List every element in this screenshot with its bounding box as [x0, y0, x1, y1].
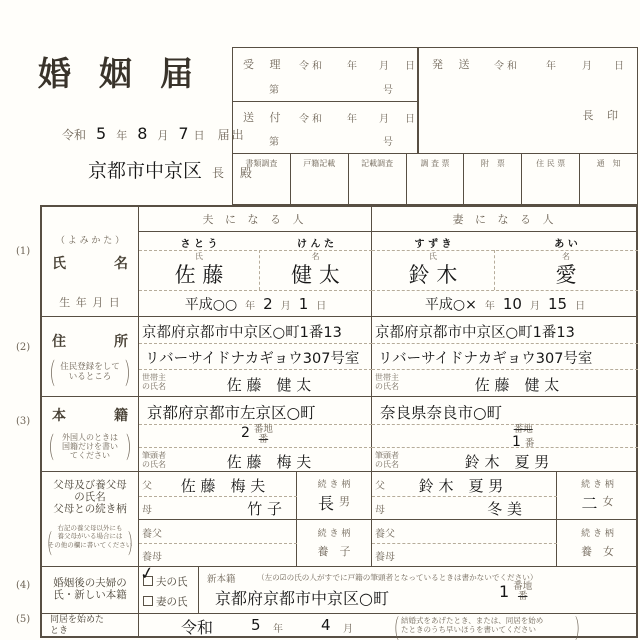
domicile-row-label-cell: [42, 397, 139, 472]
unit-year: 年: [484, 301, 495, 312]
paren: ）: [125, 357, 136, 392]
new-domicile-banchi-number: 1: [499, 582, 510, 601]
wife-birth-era: 平成○×: [424, 297, 477, 313]
husband-householder-name: 佐 藤 健 太: [226, 376, 312, 394]
adoptive-father-label: 養父: [142, 529, 162, 540]
banchi-struck-unit: 番: [517, 591, 528, 603]
relation-handwritten: 長: [317, 494, 334, 513]
husband-address-cell: [139, 317, 372, 397]
parents-label-line1: 父母及び養父母: [53, 479, 127, 491]
stamp-label: 住 民 票: [536, 159, 566, 168]
stamp-label: 通 知: [596, 159, 621, 168]
unit-month: 月: [343, 624, 353, 635]
stamp-label: 書類調査: [245, 159, 278, 168]
cohabitation-label-line2: とき: [50, 625, 69, 636]
cohabitation-date-cell: [139, 614, 638, 640]
dispatch-year-unit: 年: [546, 61, 556, 72]
wife-adoptive-relation-cell: [557, 520, 638, 567]
relation-label: 続 き 柄: [317, 480, 351, 490]
dispatch-label: 発 送: [432, 58, 476, 71]
row-number-3: (3): [16, 416, 31, 427]
filing-day-unit: 日: [193, 129, 205, 142]
relation-label: 続 き 柄: [581, 529, 614, 539]
forwarding-box: [232, 101, 419, 154]
filing-day-value: 7: [178, 124, 189, 143]
address-note: [50, 363, 130, 383]
householder-label-line1: 世帯主: [375, 373, 399, 382]
divider: [372, 290, 638, 291]
domicile-note-line1: 外国人のときは: [62, 433, 118, 442]
husband-domicile-address: 京都府京都市左京区○町: [147, 404, 316, 422]
husband-adoptive-relation-cell: [297, 520, 372, 567]
divider: [139, 496, 297, 497]
husband-surname-checkmark: ✓: [138, 562, 156, 586]
unit-year: 年: [245, 301, 256, 312]
dispatch-era: 令和: [494, 61, 520, 72]
unit-month: 月: [529, 301, 540, 312]
form-title: 婚姻届: [38, 54, 221, 93]
wife-address-cell: [372, 317, 638, 397]
mei-tag: 名: [562, 252, 570, 261]
new-surname-label-line2: 氏・新しい本籍: [53, 589, 127, 602]
wife-householder-name: 佐 藤 健 太: [474, 376, 560, 394]
husband-adoptive-parents-cell: [139, 520, 297, 567]
cohabitation-label: [42, 615, 138, 637]
parents-note-line1: 右記の養父母以外にも: [57, 524, 123, 532]
wife-birth-month: 10: [502, 295, 522, 313]
stamp-cell-notice: [580, 154, 637, 204]
adoptive-relation-printed: 養 女: [581, 545, 614, 558]
wife-head-of-register-name: 鈴 木 夏 男: [464, 453, 550, 471]
husband-relation-value: [297, 491, 371, 514]
wife-address-line1: 京都府京都市中京区○町1番13: [375, 325, 575, 341]
mother-label: 母: [375, 505, 385, 516]
row-number-1: (1): [16, 246, 31, 257]
banchi-value-row: [512, 435, 534, 450]
husband-parents-cell: [139, 472, 297, 520]
stamp-label: 附 票: [480, 159, 505, 168]
stamp-label: 記載調査: [361, 159, 394, 168]
wife-domicile-address: 奈良県奈良市○町: [380, 404, 503, 422]
divider: [372, 424, 638, 425]
husband-family-name: 佐 藤: [174, 263, 224, 287]
wife-surname-option-label: 妻の氏: [156, 596, 188, 608]
new-domicile-note: （左の☑の氏の人がすでに戸籍の筆頭者となっているときは書かないでください）: [257, 573, 538, 582]
filing-date-line: [62, 124, 246, 143]
wife-birth-date: [372, 294, 638, 314]
recipient-office: 京都市中京区: [88, 160, 203, 182]
domicile-label-right: 籍: [114, 408, 128, 424]
domicile-note-line2: 国籍だけを書い: [62, 442, 118, 452]
filing-era-label: 令和: [62, 128, 87, 142]
unit-day: 日: [575, 301, 586, 312]
address-row-label-cell: [42, 317, 139, 397]
stamp-cell-supplementary: [464, 154, 522, 204]
acceptance-no-suffix: 号: [383, 85, 393, 96]
divider: [372, 343, 638, 344]
husband-birth-day: 1: [298, 295, 309, 313]
parents-label: [42, 479, 138, 515]
banchi-struck-unit: 番地: [513, 424, 533, 435]
parents-note-line2: 養父母がいる場合には: [57, 532, 123, 541]
stamp-cell-resident-record: [522, 154, 580, 204]
husband-father-name: 佐 藤 梅 夫: [180, 477, 266, 495]
birth-date-label: 生 年 月 日: [59, 296, 121, 309]
forwarding-month-unit: 月: [379, 114, 389, 125]
forwarding-year-unit: 年: [347, 114, 357, 125]
divider: [372, 543, 557, 544]
husband-banchi-group: [241, 425, 273, 446]
mei-label: 名: [114, 256, 128, 272]
paren: （: [43, 431, 54, 466]
new-domicile-address: 京都府京都市中京区○町: [215, 589, 389, 608]
domicile-note: [50, 433, 130, 461]
cohabitation-year: 5: [251, 616, 261, 634]
new-surname-label: [42, 577, 138, 601]
yomikata-label: （ よ み か た ）: [55, 236, 125, 246]
wife-family-name: 鈴 木: [408, 263, 458, 287]
husband-banchi-number: 2: [241, 425, 250, 441]
wife-address-line2: リバーサイドナカギョウ307号室: [378, 351, 593, 367]
acceptance-day-unit: 日: [405, 61, 415, 72]
adoptive-mother-label: 養母: [375, 552, 395, 563]
sei-tag: 氏: [429, 252, 437, 261]
husband-address-line1: 京都府京都市中京区○町1番13: [142, 325, 342, 341]
wife-parents-cell: [372, 472, 557, 520]
stamp-cell-survey: [407, 154, 465, 204]
row-number-4: (4): [16, 580, 31, 591]
filing-month-value: 8: [137, 124, 148, 143]
divider: [139, 543, 297, 544]
cohabitation-note: [401, 616, 543, 635]
new-domicile-banchi-group: [499, 582, 532, 603]
divider: [372, 496, 557, 497]
unit-year: 年: [273, 624, 283, 635]
paren: （: [389, 617, 399, 640]
acceptance-box: [232, 47, 419, 102]
banchi-kept-unit: 番地: [253, 424, 273, 435]
husband-birth-date: [139, 294, 372, 314]
paren: （: [44, 357, 55, 392]
relation-handwritten: 二: [581, 494, 598, 513]
parents-note: [47, 524, 133, 549]
forwarding-era: 令和: [299, 114, 325, 125]
parents-row-label-cell: [42, 472, 139, 567]
surname-choice-cell: [138, 562, 199, 614]
relation-label: 続 き 柄: [581, 480, 614, 490]
forwarding-no-suffix: 号: [383, 137, 393, 148]
wife-relation-value: [557, 491, 638, 514]
head-of-register-label: [375, 451, 399, 469]
head-of-register-label: [142, 451, 166, 469]
new-surname-row-label-cell: [42, 567, 139, 614]
husband-head-of-register-name: 佐 藤 梅 夫: [226, 453, 312, 471]
dispatch-day-unit: 日: [614, 61, 624, 72]
acceptance-month-unit: 月: [379, 61, 389, 72]
name-label: [52, 253, 128, 273]
filing-year-value: 5: [96, 124, 107, 143]
householder-label-line1: 世帯主: [142, 373, 166, 382]
husband-name-cell: [139, 232, 372, 317]
parents-label-line3: 父母との続き柄: [53, 503, 127, 516]
father-label: 父: [375, 481, 385, 492]
forwarding-no-prefix: 第: [269, 137, 279, 148]
paren: （: [42, 532, 52, 561]
wife-birth-day: 15: [547, 295, 568, 313]
address-label: [52, 331, 128, 351]
husband-birth-month: 2: [263, 295, 273, 313]
head-of-register-label-line2: の氏名: [375, 460, 399, 470]
domicile-label-left: 本: [52, 408, 66, 424]
banchi-unit-stack: [254, 425, 273, 446]
stamp-cell-entry-check: [349, 154, 407, 204]
acceptance-label: 受 理: [243, 58, 287, 71]
recipient-honorific: 長 殿: [212, 166, 258, 180]
mei-tag: 名: [311, 252, 320, 261]
wife-mother-name: 冬 美: [487, 500, 522, 518]
husband-birth-era: 平成○○: [184, 297, 238, 313]
cohabitation-era: 令和: [181, 618, 214, 637]
parents-note-line3: その他の欄に書いてください: [47, 540, 133, 549]
adoptive-relation-printed: 養 子: [317, 545, 351, 558]
paren: ）: [128, 532, 138, 561]
main-table: [40, 205, 638, 638]
unit-day: 日: [316, 301, 327, 312]
divider: [139, 447, 372, 448]
new-domicile-label: 新本籍: [207, 574, 236, 585]
domicile-label: [52, 405, 128, 425]
wife-name-cell: [372, 232, 638, 317]
husband-mother-name: 竹 子: [247, 500, 282, 518]
address-note-line2: いるところ: [68, 371, 112, 382]
householder-label-line2: の氏名: [142, 382, 166, 392]
sei-tag: 氏: [195, 252, 203, 261]
address-note-line1: 住民登録をして: [60, 362, 120, 372]
parents-label-line2: の氏名: [74, 491, 106, 504]
filing-suffix: 届出: [217, 128, 246, 142]
head-of-register-label-line1: 筆頭者: [375, 451, 399, 460]
acceptance-era: 令和: [299, 61, 325, 72]
clerk-stamp-row: [232, 153, 638, 205]
householder-label: [375, 373, 399, 391]
cohabitation-month: 4: [321, 616, 331, 634]
relation-label: 続 き 柄: [317, 529, 351, 539]
husband-column-header: 夫 に な る 人: [139, 207, 372, 232]
head-of-register-label-line2: の氏名: [142, 460, 166, 470]
cohabitation-note-line2: たときのうち早いほうを書いてください: [401, 625, 536, 635]
divider: [372, 369, 638, 370]
forwarding-day-unit: 日: [405, 114, 415, 125]
banchi-unit-stack: [513, 582, 532, 603]
shi-label: 氏: [52, 256, 66, 272]
name-row-label-cell: [42, 207, 139, 317]
relation-printed: 男: [339, 495, 351, 508]
wife-furigana-sei: す ず き: [414, 239, 452, 250]
cohabitation-label-line1: 同居を始めた: [50, 615, 105, 625]
wife-column-header: 妻 に な る 人: [372, 207, 638, 232]
wife-furigana-mei: あ い: [554, 239, 578, 250]
wife-surname-option: [143, 594, 188, 609]
householder-label: [142, 373, 166, 391]
cohabitation-note-line1: 結婚式をあげたとき、または、同居を始め: [401, 616, 544, 625]
filing-month-unit: 月: [157, 129, 169, 142]
husband-furigana-mei: け ん た: [297, 239, 334, 250]
forwarding-label: 送 付: [243, 111, 287, 124]
new-surname-label-line1: 婚姻後の夫婦の: [53, 577, 127, 589]
wife-adoptive-parents-cell: [372, 520, 557, 567]
wife-surname-checkbox: [143, 596, 153, 606]
mayor-seal-label: 長 印: [582, 109, 623, 122]
row-number-2: (2): [16, 342, 31, 353]
filing-year-unit: 年: [116, 129, 128, 142]
address-label-right: 所: [114, 334, 128, 350]
husband-address-line2: リバーサイドナカギョウ307号室: [145, 351, 360, 367]
divider: [139, 343, 372, 344]
acceptance-year-unit: 年: [347, 61, 357, 72]
wife-banchi-number: 1: [512, 434, 521, 451]
father-label: 父: [142, 481, 152, 492]
wife-domicile-cell: [372, 397, 638, 472]
new-domicile-cell: [199, 567, 638, 614]
head-of-register-label-line1: 筆頭者: [142, 451, 166, 460]
unit-month: 月: [280, 301, 291, 312]
cohabitation-row-label-cell: [42, 614, 139, 636]
adoptive-father-label: 養父: [375, 529, 395, 540]
husband-surname-option-label: 夫の氏: [156, 576, 188, 588]
paren: ）: [126, 431, 137, 466]
row-number-5: (5): [16, 614, 31, 625]
divider: [372, 447, 638, 448]
dispatch-month-unit: 月: [582, 61, 592, 72]
acceptance-no-prefix: 第: [269, 85, 279, 96]
divider: [139, 290, 372, 291]
wife-father-name: 鈴 木 夏 男: [418, 477, 504, 495]
dispatch-box: [417, 47, 638, 154]
husband-relation-cell: [297, 472, 372, 520]
stamp-cell-document-check: [233, 154, 291, 204]
banchi-struck-unit: 番: [258, 434, 269, 446]
relation-printed: 女: [602, 495, 614, 508]
address-label-left: 住: [52, 334, 66, 350]
banchi-kept-unit: 番地: [513, 581, 533, 592]
householder-label-line2: の氏名: [375, 382, 399, 392]
stamp-cell-koseki-entry: [291, 154, 349, 204]
banchi-kept-unit: 番: [524, 438, 535, 450]
stamp-label: 調 査 票: [420, 159, 450, 168]
stamp-label: 戸籍記載: [303, 159, 336, 168]
mother-label: 母: [142, 505, 152, 516]
husband-domicile-cell: [139, 397, 372, 472]
husband-given-name: 健 太: [291, 263, 340, 287]
paren: ）: [575, 617, 585, 640]
wife-relation-cell: [557, 472, 638, 520]
domicile-note-line3: てください: [70, 451, 110, 461]
husband-furigana-sei: さ と う: [180, 239, 218, 250]
divider: [139, 369, 372, 370]
adoptive-mother-label: 養母: [142, 552, 162, 563]
wife-given-name: 愛: [555, 263, 577, 287]
